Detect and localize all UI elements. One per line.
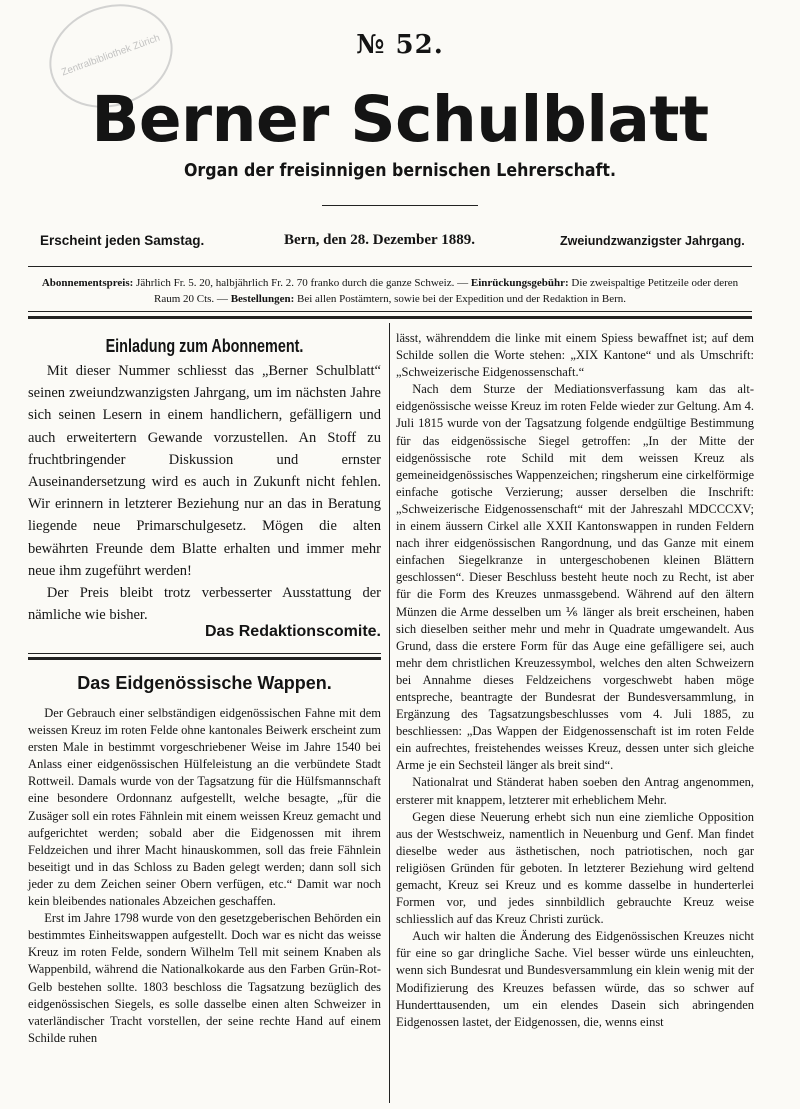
article-paragraph: Der Gebrauch einer selbständigen eidgenössischen Fahne mit dem weissen Kreuz im roten Felde ohne kantonales Beiwerk erscheint zum ersten Male in bestimmt vorgeschriebener Weise im Jahre 1540 bei Anlass einer eidgenössischen Hülfeleistung an die verbündete Stadt Rottweil. Damals wurde von der Tagsatzung für die Hülfsmannschaft eine besondere Ordonnanz aufgestellt, welche besagte, „für die Zusäger soll ein rotes Fähnlein mit einem weissen Kreuz gemacht und aufgerichtet werden; sobald aber die Eidgenossen mit ihrem Feldzeichen und ihrer Macht hinauskommen, soll das freie Fähnlein beseitigt und in das Schloss zu Baden gelegt werden; dann soll sich jeder zu dem Zeichen seiner Obern verfügen, etc.“ Damit war noch kein bleibendes nationales Abzeichen geschaffen. [28, 706, 381, 909]
order-text: Bei allen Postämtern, sowie bei der Expedition und der Redaktion in Bern. [294, 293, 627, 305]
volume-note: Zweiundzwanzigster Jahrgang. [560, 234, 745, 248]
invitation-paragraph: Mit dieser Nummer schliesst das „Berner Schulblatt“ seinen zweiundzwanzigsten Jahrgang, um im nächsten Jahre sich seinen Lesern in einem handlichern, gefälligern und auch erweitertern Gewande vorzustellen. An Stoff zu fruchtbringender Diskussion und ernster Auseinandersetzung wird es auch in Zukunft nicht fehlen. Wir erinnern in letzterer Beziehung nur an das in Beratung liegende neue Primarschulgesetz. Mögen die alten bewährten Freunde dem Blatte erhalten und immer mehr neue ihm zugeführt werden! [28, 363, 381, 579]
fee-text: Die zweispaltige Petitzeile oder deren Raum 20 Cts. — [153, 277, 739, 305]
newspaper-subtitle: Organ der freisinnigen bernischen Lehrerschaft. [183, 160, 617, 181]
section-rule-thick [28, 657, 381, 660]
price-label: Abonnementspreis: [41, 277, 134, 289]
fee-label: Einrückungsgebühr: [470, 277, 569, 289]
stamp-text: Zentralbibliothek Zürich [60, 32, 162, 79]
article-paragraph: Erst im Jahre 1798 wurde von den gesetzgeberischen Behörden ein bestimmtes Einheitswappen aufgestellt. Doch war es nicht das weisse Kreuz im roten Felde, sondern Wilhelm Tell mit seinem Knaben als Wappenbild, während die Nationalkokarde aus den Farben Grün-Rot-Gelb bestehen sollte. 1803 beschloss die Tagsatzung bezüglich des eidgenössischen Siegels, es solle dasselbe einen alten Schweizer in vaterländischer Tracht vorstellen, der seine rechte Hand auf einem Schilde ruhen [28, 911, 381, 1045]
rule-mid [28, 311, 752, 312]
article-paragraph: lässt, währenddem die linke mit einem Spiess bewaffnet ist; auf dem Schilde sollen die Worte stehen: „XIX Kantone“ und als Umschrift: „Schweizerische Eidgenossenschaft.“ [396, 331, 754, 380]
article-body-right [396, 330, 754, 1031]
order-label: Bestellungen: [230, 293, 295, 305]
invitation-paragraph: Der Preis bleibt trotz verbesserter Ausstattung der nämliche wie bisher. [28, 585, 381, 624]
article-body-left [28, 705, 381, 1047]
invitation-heading: Einladung zum Abonnement. [105, 336, 304, 356]
invitation-body [28, 360, 381, 626]
article-paragraph: Nach dem Sturze der Mediationsverfassung kam das alt-eidgenössische weisse Kreuz im roten Felde wieder zur Geltung. Am 4. Juli 1815 wurde von der Tagsatzung folgende endgültige Bestimmung für das eidgenössische Siegel getroffen: „In der Mitte der eidgenössische rote Schild mit dem weissen Kreuz als gemeineidgenössisches Wappenzeichen; ringsherum eine cirkelförmige einfache gotische Verzierung; ausser derselben die Inschrift: „Schweizerische Eidgenossenschaft“ mit der Jahreszahl MDCCCXV; in einem äussern Cirkel alle XXII Kantonswappen in runden Feldern nach ihrer eidgenössischen Rangordnung, und das Ganze mit einem einfachen Siegelkranze in untergeschobenen kleinen Blättern geschlossen“. Dieser Beschluss besteht heute noch zu Recht, ist aber für die Form des Kreuzes unmassgebend. Während auf den ältern Münzen die Arme desselben um ⅙ länger als breit erscheinen, haben sich dieselben seither mehr und mehr in Quadrate umgewandelt. Aus Grund, dass die erstere Form für das Auge eine gefälligere sei, auch mehr dem christlichen Kreuzessymbol, welches den alten Schweizern bei Annahme dieses Feldzeichens vorgeschwebt haben möge entspreche, beantragte der Bundesrat der Bundesversammlung, in Ergänzung des Tagsatzungsbeschlusses vom 4. Juli 1885, zu beschliessen: „Das Wappen der Eidgenossenschaft ist im roten Felde ein aufrechtes, freistehendes weisses Kreuz, dessen unter sich gleiche Arme je ein Sechsteil länger als breit sind“. [396, 382, 754, 773]
subscription-info [28, 275, 752, 307]
article-paragraph: Nationalrat und Ständerat haben soeben den Antrag angenommen, ersterer mit knappem, letzterer mit erheblichem Mehr. [396, 775, 754, 807]
title-divider [322, 205, 478, 206]
frequency-note: Erscheint jeden Samstag. [40, 233, 205, 248]
price-text: Jährlich Fr. 5. 20, halbjährlich Fr. 2. 70 franko durch die ganze Schweiz. — [133, 277, 471, 289]
section-rule [28, 653, 381, 654]
issue-date: Bern, den 28. Dezember 1889. [284, 232, 475, 248]
invitation-signature: Das Redaktionscomite. [204, 623, 381, 640]
newspaper-title: Berner Schulblatt [91, 83, 709, 156]
article-heading: Das Eidgenössische Wappen. [77, 673, 332, 693]
article-paragraph: Gegen diese Neuerung erhebt sich nun eine ziemliche Opposition aus der Westschweiz, namentlich in Neuenburg und Genf. Man findet dieselbe weder aus ästhetischen, noch patriotischen, noch gar religiösen Gründen für geboten. In letzterer Beziehung wird geltend gemacht, Kreuz sei Kreuz und es komme dasselbe in hunderterlei Formen vor, und jedes sinnbildlich gebrauchte Kreuz weise schliesslich auf das Kreuz Christi zurück. [396, 809, 754, 927]
article-paragraph: Auch wir halten die Änderung des Eidgenössischen Kreuzes nicht für eine so gar dringliche Sache. Viel besser würde uns einleuchten, wenn sich Bundesrat und Bundesversammlung ein klein wenig mit der Modifizierung des Kreuzes befassen würde, das so schwer auf Hunderttausenden, um ein elendes Dasein sich abringenden Eidgenossen lastet, der Eidgenossen, die, wenns einst [396, 929, 754, 1029]
column-divider [389, 323, 390, 1103]
rule-thick [28, 316, 752, 319]
issue-number: № 52. [356, 30, 444, 60]
rule-top [28, 266, 752, 267]
